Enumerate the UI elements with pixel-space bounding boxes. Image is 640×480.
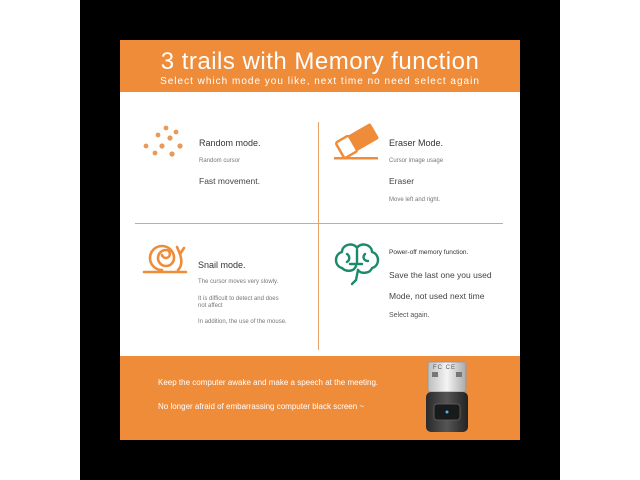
header-subtitle: Select which mode you like, next time no need select again [160, 76, 480, 87]
random-mode-line: Fast movement. [199, 176, 260, 186]
snail-mode-line1: The cursor moves very slowly. [198, 279, 279, 285]
eraser-mode-sub: Cursor image usage [389, 158, 444, 164]
eraser-mode-line: Eraser [389, 176, 415, 186]
memory-mode-line2: Mode, not used next time [389, 291, 485, 301]
black-border-bottom [80, 440, 560, 480]
snail-mode-line2b: not affect [198, 303, 223, 309]
dots-icon [142, 124, 190, 164]
brain-icon [332, 240, 382, 288]
memory-mode-line1: Save the last one you used [389, 270, 492, 280]
footer-line-1: Keep the computer awake and make a speech at the meeting. [158, 378, 379, 387]
snail-icon [140, 240, 190, 278]
random-mode-sub: Random cursor [199, 158, 241, 164]
header-banner [120, 40, 520, 92]
memory-mode-line3: Select again. [389, 312, 430, 319]
black-border-top [80, 0, 560, 40]
footer-line-2: No longer afraid of embarrassing computer black screen ~ [158, 402, 365, 411]
snail-mode-line3: In addition, the use of the mouse. [198, 319, 287, 325]
memory-mode-title: Power-off memory function. [389, 249, 469, 256]
black-border-right [520, 0, 560, 480]
eraser-icon [332, 120, 382, 162]
product-card [120, 40, 520, 440]
random-mode-title: Random mode. [199, 138, 261, 148]
snail-mode-title: Snail mode. [198, 260, 246, 270]
snail-mode-line2a: It is difficult to detect and does [198, 296, 279, 302]
eraser-mode-line2: Move left and right. [389, 197, 441, 203]
divider-vertical [318, 122, 319, 350]
usb-dongle-image [422, 360, 472, 440]
divider-horizontal [135, 223, 503, 224]
eraser-mode-title: Eraser Mode. [389, 138, 444, 148]
black-border-left [80, 0, 120, 480]
device-marking: FC CE [433, 365, 456, 371]
header-title: 3 trails with Memory function [160, 48, 480, 75]
